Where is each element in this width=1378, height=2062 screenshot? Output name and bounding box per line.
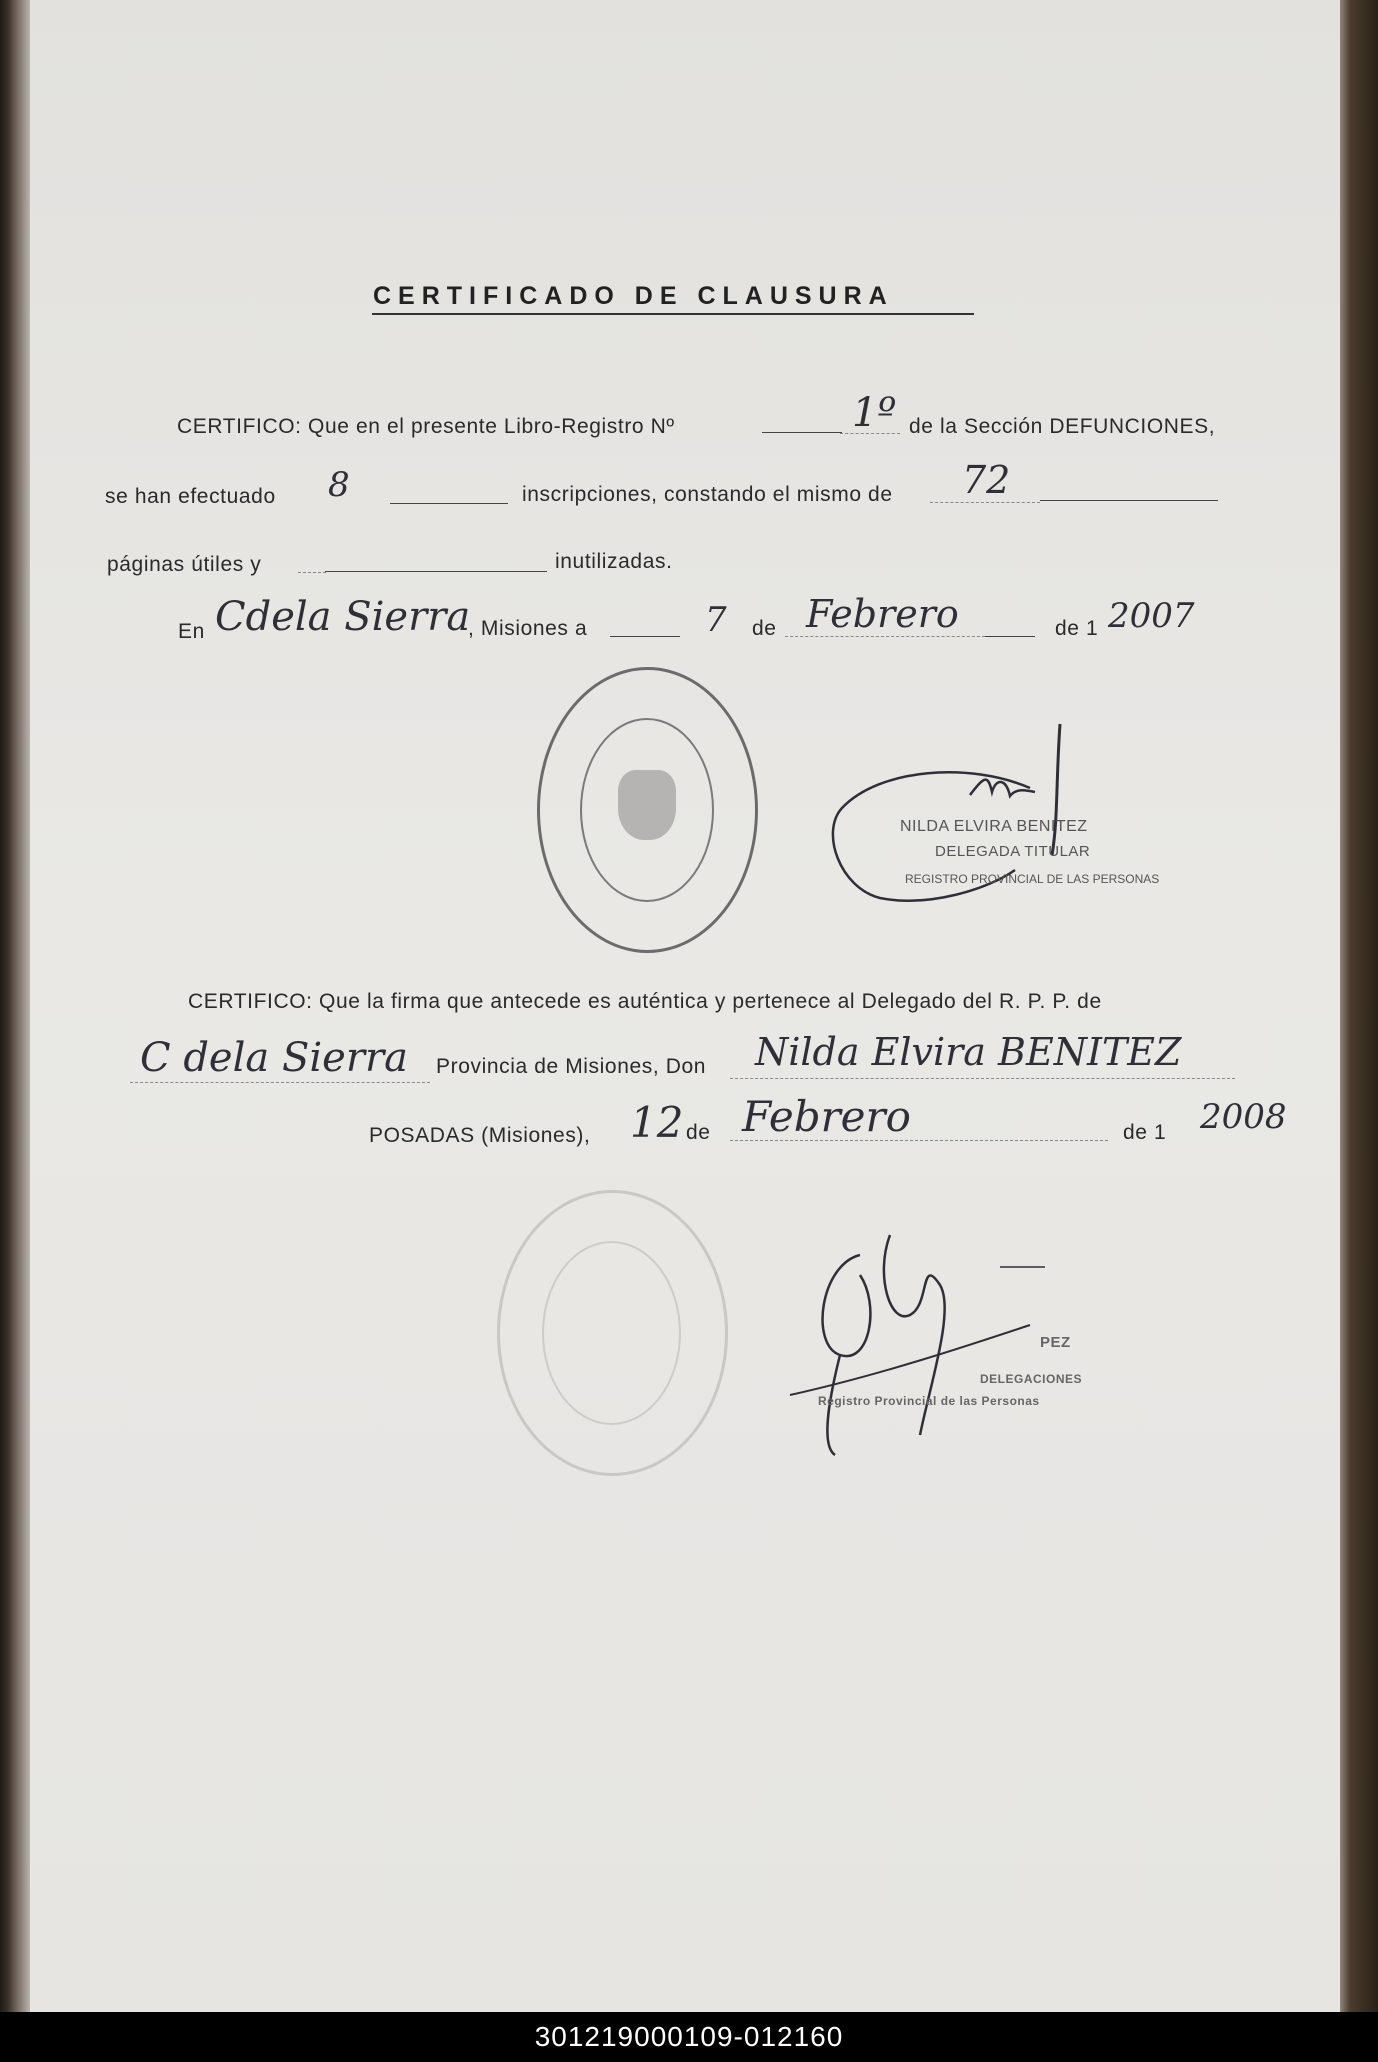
libro-nro-value: 1º — [852, 390, 897, 436]
p1-place-prefix: En — [178, 620, 205, 643]
stamp-1-title: DELEGADA TITULAR — [935, 843, 1091, 860]
p2-place-value: C dela Sierra — [140, 1035, 408, 1081]
coat-of-arms-icon — [618, 770, 676, 840]
p1-month-dotline — [785, 636, 985, 637]
inutilizadas-dotline — [298, 572, 326, 573]
p1-year-value: 2007 — [1108, 596, 1195, 636]
p1-line3-b: inutilizadas. — [555, 550, 673, 573]
p2-line2-mid: Provincia de Misiones, Don — [436, 1055, 707, 1078]
p2-day-value: 12 — [630, 1098, 684, 1147]
stamp-1-office: REGISTRO PROVINCIAL DE LAS PERSONAS — [905, 872, 1160, 886]
stamp-1-name: NILDA ELVIRA BENITEZ — [900, 818, 1088, 835]
inscripciones-line — [390, 503, 508, 504]
p1-line3-a: páginas útiles y — [107, 553, 262, 576]
p2-line3-a: POSADAS (Misiones), — [369, 1124, 591, 1147]
p2-name-dotline — [730, 1078, 1235, 1079]
p1-line1-a: CERTIFICO: Que en el presente Libro-Registro Nº — [177, 415, 675, 438]
paginas-dotline — [930, 502, 1040, 503]
document-title: CERTIFICADO DE CLAUSURA — [373, 282, 894, 310]
p2-month-dotline — [730, 1140, 1108, 1141]
p1-de2: de 1 — [1055, 617, 1099, 640]
p1-day-line — [610, 636, 680, 637]
seal-2-inner-ring — [542, 1241, 681, 1425]
footer-document-id: 301219000109-012160 — [0, 2012, 1378, 2062]
p2-year-value: 2008 — [1200, 1097, 1287, 1137]
p2-place-dotline — [130, 1082, 430, 1083]
p1-month-value: Febrero — [806, 592, 959, 636]
official-seal-1 — [537, 667, 758, 953]
p2-line1: CERTIFICO: Que la firma que antecede es auténtica y pertenece al Delegado del R. P. P. de — [188, 990, 1102, 1013]
p2-name-value: Nilda Elvira BENITEZ — [755, 1030, 1182, 1074]
p2-de2: de 1 — [1123, 1121, 1167, 1144]
stamp-2-title: DELEGACIONES — [980, 1372, 1083, 1386]
p1-line2-b: inscripciones, constando el mismo de — [522, 483, 893, 506]
p1-place-value: Cdela Sierra — [215, 594, 471, 640]
official-seal-2 — [497, 1190, 728, 1476]
inutilizadas-line — [325, 571, 547, 572]
p1-de1: de — [752, 617, 777, 640]
p2-month-value: Febrero — [742, 1092, 911, 1141]
p1-line1-b: de la Sección DEFUNCIONES, — [909, 415, 1216, 438]
stamp-2-name: PEZ — [1040, 1334, 1071, 1351]
libro-nro-line — [762, 432, 842, 433]
stamp-2-office: Registro Provincial de las Personas — [818, 1394, 1040, 1408]
p1-line2-a: se han efectuado — [105, 485, 276, 508]
title-underline — [372, 313, 974, 315]
paginas-line — [1040, 500, 1218, 501]
paginas-value: 72 — [962, 458, 1011, 502]
libro-nro-dotline — [840, 433, 900, 434]
p1-month-line — [985, 636, 1035, 637]
p1-day-value: 7 — [705, 600, 727, 640]
p2-de1: de — [686, 1121, 711, 1144]
p1-place-suffix: , Misiones a — [468, 617, 588, 640]
inscripciones-value: 8 — [328, 465, 350, 505]
